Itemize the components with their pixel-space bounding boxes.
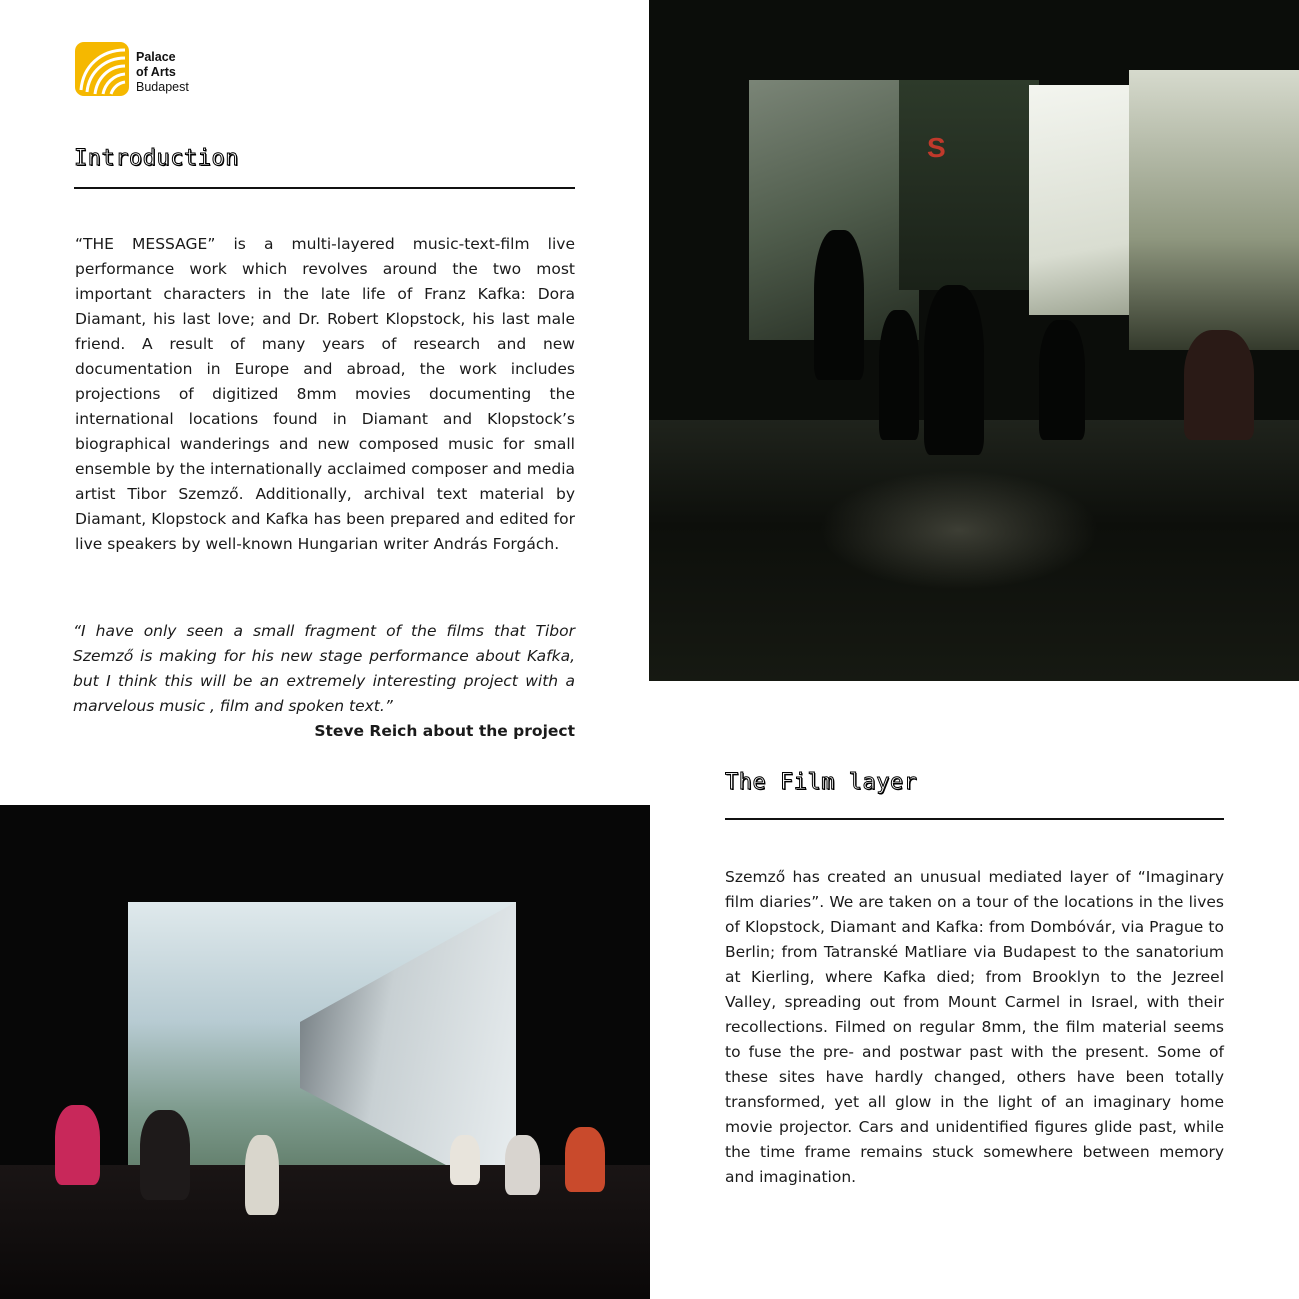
palace-of-arts-logo bbox=[75, 42, 235, 102]
logo-line-1: Palace bbox=[136, 50, 176, 64]
performer-silhouette bbox=[924, 285, 984, 455]
performer bbox=[505, 1135, 540, 1195]
film-layer-body: Szemző has created an unusual mediated layer of “Imaginary film diaries”. We are taken on a tour of the locations in the lives of Klopstock, Diamant and Kafka: from Dombóvár, via Prague to Berlin; from Tatranské Matliare via Budapest to the sanatorium at Kierling, where Kafka died; from Brooklyn to the Jezreel Valley, spreading out from Mount Carmel in Israel, with their recollections. Filmed on regular 8mm, the film material seems to fuse the pre- and postwar past with the present. Some of these sites have hardly changed, others have been totally transformed, yet all glow in the light of an imaginary home movie projector. Cars and unidentified figures glide past, while the time frame remains stuck somewhere between memory and imagination. bbox=[725, 868, 1224, 1186]
performer bbox=[565, 1127, 605, 1192]
palace-of-arts-logo-icon bbox=[75, 42, 129, 96]
stage-performance-photo-top bbox=[649, 0, 1299, 681]
film-layer-heading: The Film layer bbox=[725, 770, 918, 795]
performer-silhouette bbox=[879, 310, 919, 440]
steve-reich-quote: “I have only seen a small fragment of the films that Tibor Szemző is making for his new stage performance about Kafka, but I think this will be an extremely interesting project with a marvelous music , film and spoken text.” bbox=[73, 622, 575, 715]
performer-silhouette bbox=[814, 230, 864, 380]
performer bbox=[55, 1105, 100, 1185]
performer-silhouette bbox=[1039, 320, 1085, 440]
logo-wordmark bbox=[136, 50, 189, 95]
performer bbox=[245, 1135, 279, 1215]
performer bbox=[450, 1135, 480, 1185]
stage-performance-photo-bottom bbox=[0, 805, 650, 1299]
introduction-heading: Introduction bbox=[74, 146, 239, 171]
film-layer-divider bbox=[725, 818, 1224, 820]
quote-attribution: Steve Reich about the project bbox=[314, 722, 575, 740]
stage-floor bbox=[0, 1165, 650, 1299]
projection-wall bbox=[1129, 70, 1299, 350]
floor-reflection bbox=[819, 470, 1099, 590]
projection-middle bbox=[899, 80, 1039, 290]
introduction-body: “THE MESSAGE” is a multi-layered music-text-film live performance work which revolves around the two most important characters in the late life of Franz Kafka: Dora Diamant, his last love; and Dr. Robert Klopstock, his last male friend. A result of many years of research and new documentation in Europe and abroad, the work includes projections of digitized 8mm movies documenting the international locations found in Diamant and Klopstock’s biographical wanderings and new composed music for small ensemble by the internationally acclaimed composer and media artist Tibor Szemző. Additionally, archival text material by Diamant, Klopstock and Kafka has been prepared and edited for live speakers by well-known Hungarian writer András Forgách. bbox=[75, 235, 575, 553]
performer-silhouette bbox=[1184, 330, 1254, 440]
performer bbox=[140, 1110, 190, 1200]
logo-line-3: Budapest bbox=[136, 80, 189, 94]
logo-line-2: of Arts bbox=[136, 65, 176, 79]
projection-right bbox=[1029, 85, 1144, 315]
projection-sign-letter: S bbox=[927, 132, 946, 163]
introduction-divider bbox=[74, 187, 575, 189]
